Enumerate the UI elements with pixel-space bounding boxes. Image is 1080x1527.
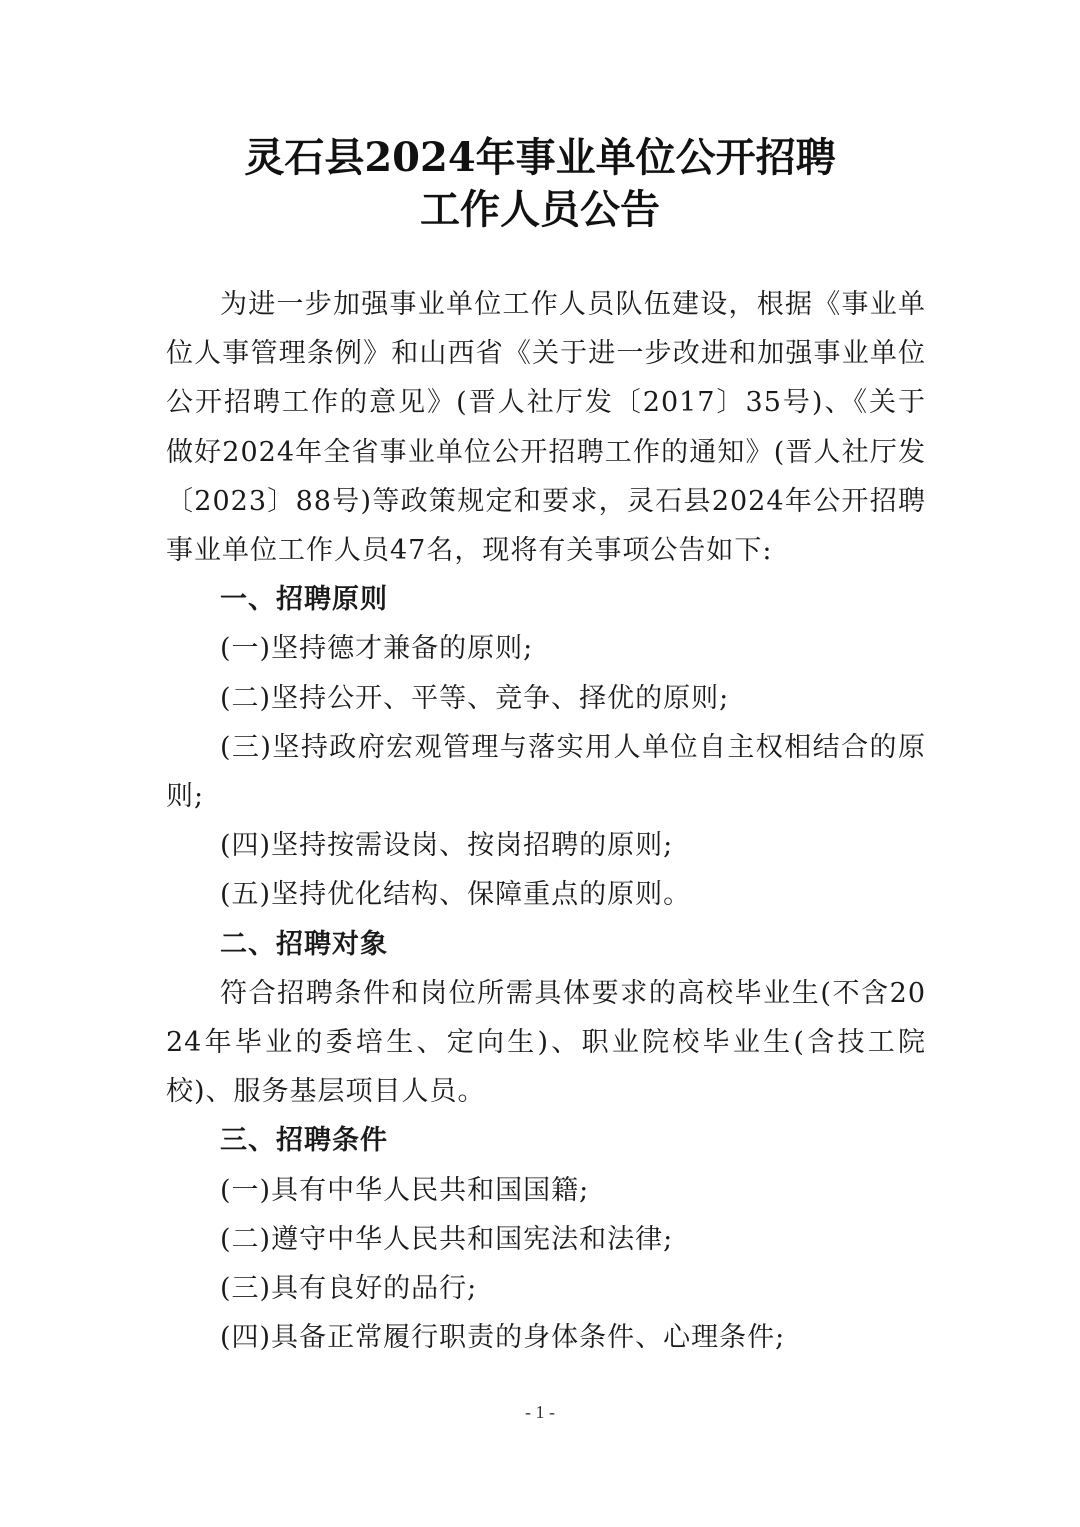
section-heading-principles: 一、招聘原则 — [220, 584, 388, 616]
condition-item: (四)具备正常履行职责的身体条件、心理条件; — [220, 1322, 786, 1354]
condition-item: (一)具有中华人民共和国国籍; — [220, 1174, 590, 1206]
document-title-line2: 工作人员公告 — [420, 186, 660, 233]
principle-item: (四)坚持按需设岗、按岗招聘的原则; — [220, 830, 674, 862]
section-heading-conditions: 三、招聘条件 — [220, 1125, 388, 1157]
condition-item: (二)遵守中华人民共和国宪法和法律; — [220, 1223, 674, 1255]
intro-paragraph: 为进一步加强事业单位工作人员队伍建设，根据《事业单位人事管理条例》和山西省《关于进一步改进和加强事业单位公开招聘工作的意见》(晋人社厅发〔2017〕35号)、《关于做好2024年全省事业单位公开招聘工作的通知》(晋人社厅发〔2023〕88号)等政策规定和要求，灵石县2024年公开招聘事业单位工作人员47名，现将有关事项公告如下: — [166, 289, 926, 567]
principle-item: (二)坚持公开、平等、竞争、择优的原则; — [220, 682, 730, 714]
principle-item: (三)坚持政府宏观管理与落实用人单位自主权相结合的原则; — [166, 731, 926, 813]
document-title-line1: 灵石县2024年事业单位公开招聘 — [244, 134, 836, 181]
condition-item: (三)具有良好的品行; — [220, 1273, 478, 1305]
section-heading-targets: 二、招聘对象 — [220, 928, 388, 960]
principle-item: (五)坚持优化结构、保障重点的原则。 — [220, 879, 692, 911]
document-body — [166, 280, 926, 1362]
principle-item: (一)坚持德才兼备的原则; — [220, 633, 534, 665]
page-number: - 1 - — [525, 1402, 555, 1422]
targets-paragraph: 符合招聘条件和岗位所需具体要求的高校毕业生(不含2024年毕业的委培生、定向生)、职业院校毕业生(含技工院校)、服务基层项目人员。 — [166, 977, 926, 1108]
